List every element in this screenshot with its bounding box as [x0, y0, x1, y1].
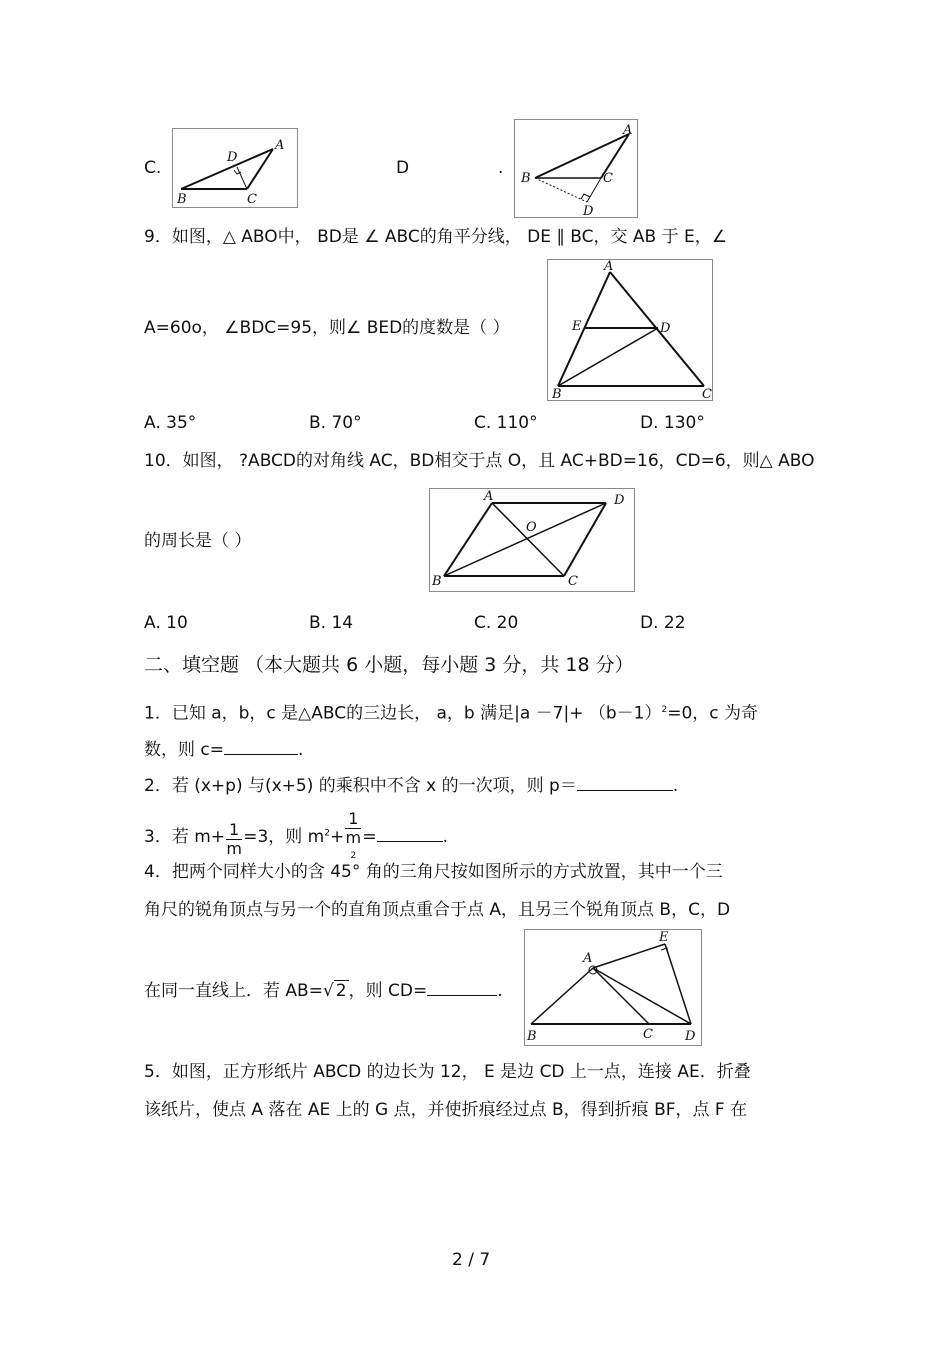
q8c-label-d: D [227, 150, 238, 165]
section-heading-fill-in: 二、填空题 （本大题共 6 小题，每小题 3 分，共 18 分） [144, 654, 634, 676]
q9-option-b: B. 70° [309, 413, 362, 433]
fill4-line3: 在同一直线上．若 AB=√ 2 ，则 CD= . [144, 981, 503, 1001]
q8c-label-a: A [275, 138, 285, 153]
fill4-label-b: B [527, 1029, 537, 1044]
fill5-line1: 5．如图，正方形纸片 ABCD 的边长为 12， E 是边 CD 上一点，连接 AE．折叠 [144, 1062, 751, 1082]
q10-line1: 10．如图， ?ABCD的对角线 AC，BD相交于点 O，且 AC+BD=16，CD=6，则△ ABO [144, 451, 815, 471]
q8-option-d-dot: . [498, 158, 504, 178]
q10-label-b: B [432, 574, 442, 589]
q10-line2: 的周长是（ ） [144, 531, 252, 551]
fill3-line: 3．若 m+ $\frac{1}{m}$ =3，则 $m^2+$ 1 m $^2$ = . [144, 808, 448, 866]
fill3-fraction-2: 1 m $^2$ [345, 809, 362, 861]
q8-figure-d [514, 119, 638, 218]
fill4-label-c: C [643, 1027, 653, 1042]
q9-label-a: A [604, 260, 614, 274]
fill4-answer-blank[interactable] [427, 981, 497, 996]
q8d-label-b: B [521, 171, 531, 186]
q10-option-b: B. 14 [309, 613, 354, 633]
fill4-label-d: D [685, 1029, 696, 1044]
q10-option-d: D. 22 [640, 613, 686, 633]
fill4-line1: 4．把两个同样大小的含 45° 角的三角尺按如图所示的方式放置，其中一个三 [144, 862, 723, 882]
fill4-label-e: E [659, 930, 669, 945]
fill4-label-a: A [583, 951, 593, 966]
q9-option-c: C. 110° [474, 413, 538, 433]
fill3-answer-blank[interactable] [377, 827, 443, 842]
q10-label-c: C [568, 574, 578, 589]
sqrt-symbol: √ 2 [322, 981, 347, 1001]
page-number: 2 / 7 [452, 1250, 491, 1270]
q9-figure [547, 259, 713, 401]
q9-label-d: D [660, 321, 671, 336]
q8d-label-a: A [623, 123, 633, 138]
q10-label-d: D [614, 493, 625, 508]
fill4-line2: 角尺的锐角顶点与另一个的直角顶点重合于点 A，且另三个锐角顶点 B，C，D [144, 900, 731, 920]
q8c-label-c: C [247, 192, 257, 207]
q8-option-c-label: C. [144, 158, 162, 178]
q8d-label-d: D [583, 204, 594, 217]
q8d-label-c: C [603, 171, 613, 186]
q10-figure [429, 488, 635, 592]
q9-label-e: E [572, 319, 582, 334]
q10-label-a: A [484, 489, 494, 504]
q8c-label-b: B [177, 192, 187, 207]
q8-option-d-label: D [396, 158, 410, 178]
q9-option-a: A. 35° [144, 413, 197, 433]
q10-label-o: O [526, 520, 537, 535]
fill1-line2: 数，则 c= . [144, 740, 304, 760]
q9-option-d: D. 130° [640, 413, 705, 433]
q9-label-b: B [552, 387, 562, 400]
q10-option-a: A. 10 [144, 613, 188, 633]
fill1-answer-blank[interactable] [224, 740, 298, 755]
q9-label-c: C [702, 387, 712, 400]
q8-figure-c [172, 128, 298, 208]
fill3-fraction-1: $\frac{1}{m}$ [226, 819, 242, 858]
q10-option-c: C. 20 [474, 613, 519, 633]
fill5-line2: 该纸片，使点 A 落在 AE 上的 G 点，并使折痕经过点 B，得到折痕 BF，点 F 在 [144, 1100, 748, 1120]
q9-line1: 9．如图，△ ABO中， BD是 ∠ ABC的角平分线， DE ∥ BC，交 AB 于 E，∠ [144, 227, 727, 247]
fill2-line: 2．若 (x+p) 与(x+5) 的乘积中不含 x 的一次项，则 p＝ . [144, 776, 679, 796]
fill2-answer-blank[interactable] [577, 776, 673, 791]
fill1-line1: 1．已知 a，b，c 是△ABC的三边长， a，b 满足$|a -7|+ (b-1)^2=0$，c 为奇 [144, 703, 759, 724]
fill4-figure [524, 929, 702, 1046]
q9-line2: A=60o， ∠BDC=95，则∠ BED的度数是（ ） [144, 318, 510, 338]
